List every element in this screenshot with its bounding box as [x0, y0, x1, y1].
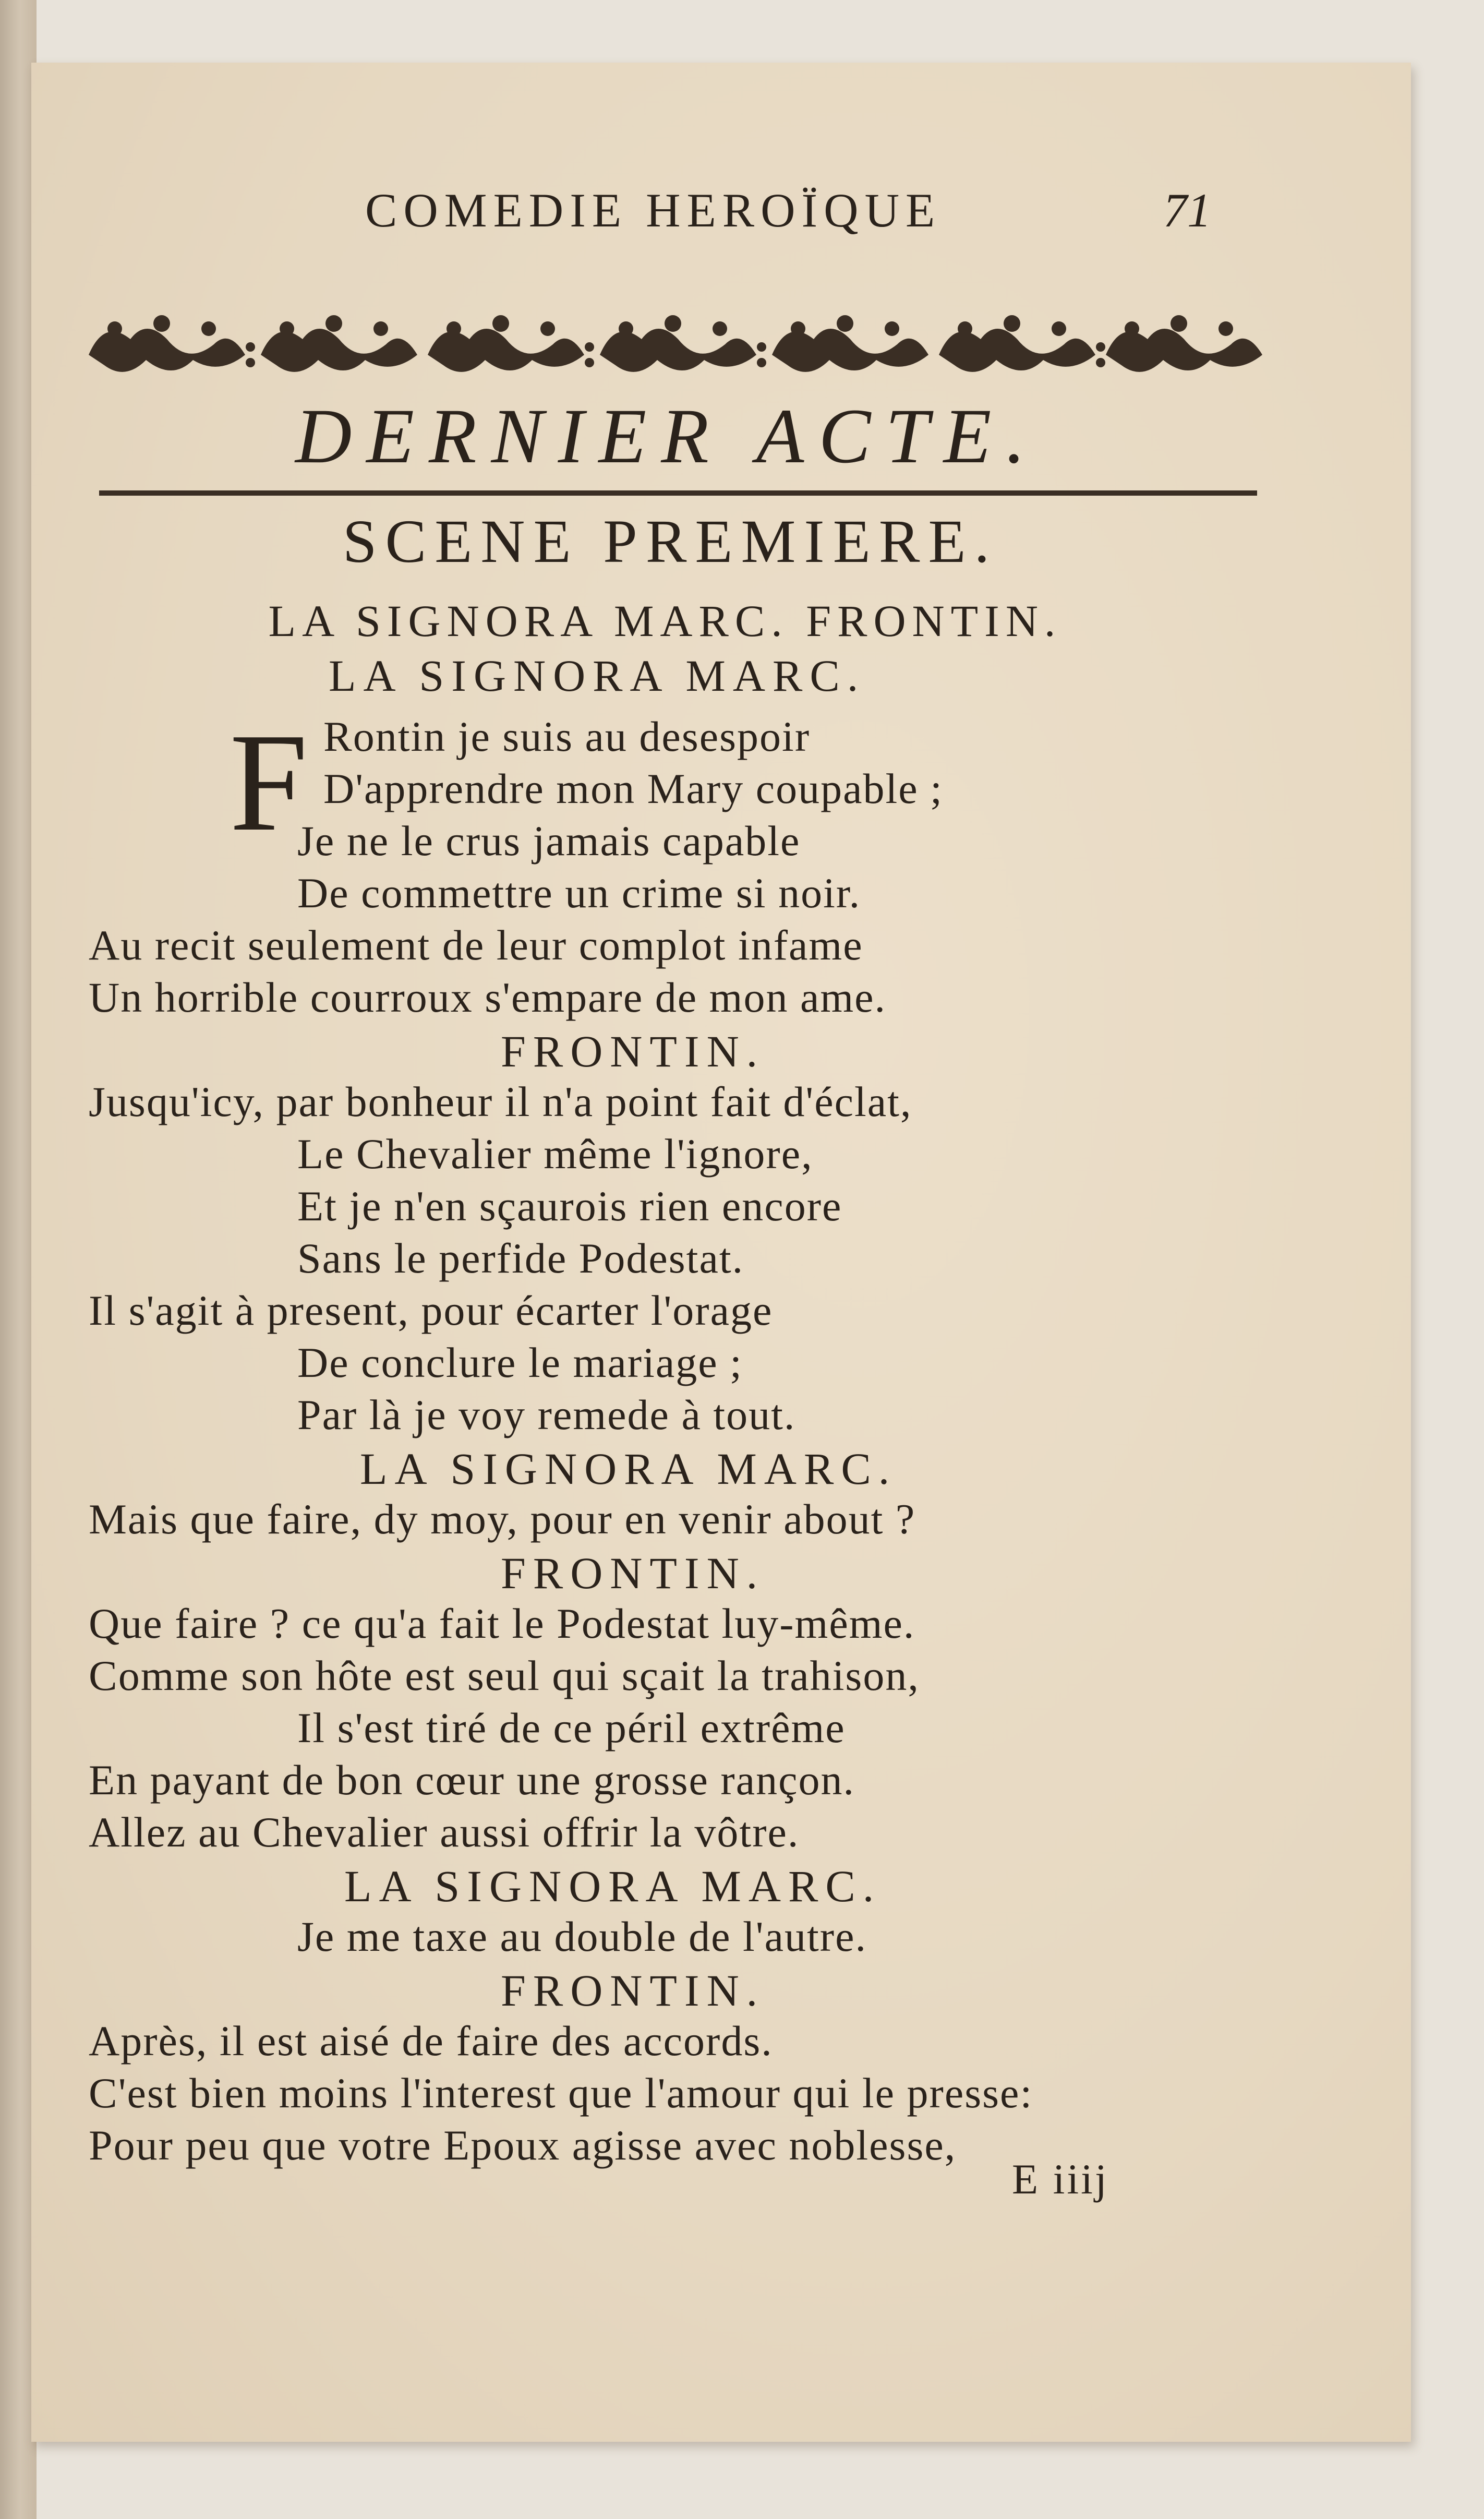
verse-line: Comme son hôte est seul qui sçait la trahison, [89, 1652, 920, 1699]
book-page [31, 63, 1411, 2442]
speaker-name: LA SIGNORA MARC. [344, 1861, 882, 1911]
title-rule [99, 490, 1257, 496]
verse-line: Allez au Chevalier aussi offrir la vôtre. [89, 1808, 800, 1856]
scene-title: SCENE PREMIERE. [342, 507, 998, 575]
verse-line: Le Chevalier même l'ignore, [297, 1130, 813, 1178]
speaker-name: FRONTIN. [501, 1965, 765, 2016]
verse-line: De commettre un crime si noir. [297, 869, 861, 917]
drop-cap: F [230, 704, 308, 860]
speaker-name: FRONTIN. [501, 1026, 765, 1076]
signature-mark: E iiij [1012, 2155, 1109, 2203]
verse-line: Il s'agit à present, pour écarter l'orage [89, 1287, 773, 1334]
fleuron-ornament [428, 315, 594, 372]
verse-line: Jusqu'icy, par bonheur il n'a point fait d'éclat, [89, 1078, 912, 1125]
running-title: COMEDIE HEROÏQUE [365, 184, 942, 237]
verse-line: Après, il est aisé de faire des accords. [89, 2017, 773, 2065]
verse-line: Un horrible courroux s'empare de mon ame. [89, 974, 887, 1021]
page-number: 71 [1163, 184, 1211, 237]
verse-line: De conclure le mariage ; [297, 1339, 743, 1386]
speaker-name: FRONTIN. [501, 1548, 765, 1598]
fleuron-ornament [261, 315, 417, 372]
speaker-name: LA SIGNORA MARC. [329, 651, 866, 701]
verse-line: Par là je voy remede à tout. [297, 1391, 796, 1438]
verse-line: Il s'est tiré de ce péril extrême [297, 1704, 846, 1752]
verse-line: En payant de bon cœur une grosse rançon. [89, 1756, 855, 1804]
verse-line: Rontin je suis au desespoir [323, 713, 811, 760]
verse-line: Que faire ? ce qu'a fait le Podestat luy-même. [89, 1600, 915, 1647]
fleuron-ornament [89, 315, 255, 372]
verse-line: Et je n'en sçaurois rien encore [297, 1182, 842, 1230]
ornament-band [83, 308, 1273, 386]
verse-line: Je ne le crus jamais capable [297, 817, 801, 865]
verse-line: D'apprendre mon Mary coupable ; [323, 765, 943, 812]
fleuron-ornament [1106, 315, 1262, 372]
fleuron-ornament [772, 315, 928, 372]
fleuron-ornament [939, 315, 1105, 372]
verse-line: Au recit seulement de leur complot infame [89, 921, 863, 969]
verse-line: Sans le perfide Podestat. [297, 1234, 744, 1282]
cast-list: LA SIGNORA MARC. FRONTIN. [268, 596, 1062, 646]
act-title: DERNIER ACTE. [295, 393, 1040, 479]
fleuron-ornament [600, 315, 766, 372]
verse-line: Je me taxe au double de l'autre. [297, 1913, 867, 1960]
speaker-name: LA SIGNORA MARC. [360, 1444, 897, 1494]
running-head [31, 183, 1411, 245]
verse-line: Mais que faire, dy moy, pour en venir about ? [89, 1495, 916, 1543]
verse-line: Pour peu que votre Epoux agisse avec noblesse, [89, 2121, 957, 2169]
verse-line: C'est bien moins l'interest que l'amour qui le presse: [89, 2069, 1033, 2117]
